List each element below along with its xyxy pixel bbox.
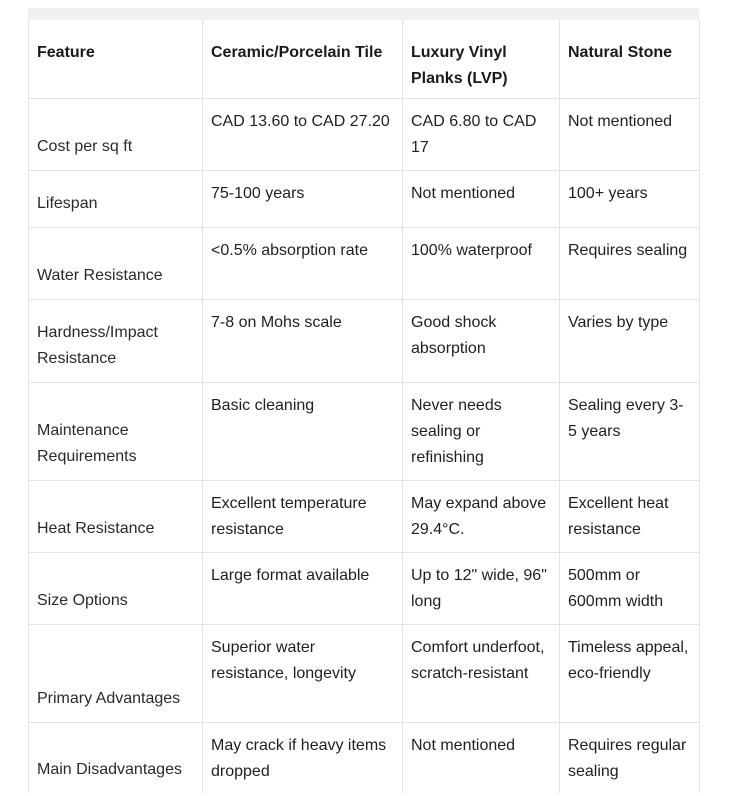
cell-stone: Requires regular sealing <box>560 723 700 794</box>
cell-ceramic: 7-8 on Mohs scale <box>203 300 403 383</box>
cell-ceramic: Superior water resistance, longevity <box>203 625 403 723</box>
table-row <box>29 300 700 383</box>
row-feature: Size Options <box>29 553 203 625</box>
cell-ceramic: Large format available <box>203 553 403 625</box>
header-ceramic: Ceramic/Porcelain Tile <box>203 20 403 99</box>
cell-ceramic: May crack if heavy items dropped <box>203 723 403 794</box>
table-row <box>29 723 700 794</box>
cell-lvp: Not mentioned <box>403 723 560 794</box>
cell-lvp: 100% waterproof <box>403 228 560 300</box>
comparison-table <box>28 20 700 793</box>
table-row <box>29 625 700 723</box>
cell-stone: Requires sealing <box>560 228 700 300</box>
table-header-row <box>29 20 700 99</box>
cell-ceramic: CAD 13.60 to CAD 27.20 <box>203 99 403 171</box>
cell-lvp: Comfort underfoot, scratch-resistant <box>403 625 560 723</box>
header-lvp: Luxury Vinyl Planks (LVP) <box>403 20 560 99</box>
row-feature: Primary Advantages <box>29 625 203 723</box>
cell-lvp: May expand above 29.4°C. <box>403 481 560 553</box>
table-top-edge <box>28 8 699 20</box>
cell-stone: 100+ years <box>560 171 700 228</box>
cell-stone: Varies by type <box>560 300 700 383</box>
cell-lvp: Good shock absorption <box>403 300 560 383</box>
cell-lvp: CAD 6.80 to CAD 17 <box>403 99 560 171</box>
header-feature: Feature <box>29 20 203 99</box>
row-feature: Hardness/Impact Resistance <box>29 300 203 383</box>
table-row <box>29 99 700 171</box>
cell-lvp: Not mentioned <box>403 171 560 228</box>
row-feature: Maintenance Requirements <box>29 383 203 481</box>
table-row <box>29 481 700 553</box>
cell-ceramic: 75-100 years <box>203 171 403 228</box>
cell-stone: Timeless appeal, eco-friendly <box>560 625 700 723</box>
row-feature: Heat Resistance <box>29 481 203 553</box>
cell-stone: Sealing every 3-5 years <box>560 383 700 481</box>
cell-stone: Not mentioned <box>560 99 700 171</box>
table-row <box>29 383 700 481</box>
cell-ceramic: Excellent temperature resistance <box>203 481 403 553</box>
cell-lvp: Up to 12" wide, 96" long <box>403 553 560 625</box>
row-feature: Cost per sq ft <box>29 99 203 171</box>
table-row <box>29 553 700 625</box>
row-feature: Lifespan <box>29 171 203 228</box>
table-row <box>29 171 700 228</box>
row-feature: Main Disadvantages <box>29 723 203 794</box>
header-stone: Natural Stone <box>560 20 700 99</box>
row-feature: Water Resistance <box>29 228 203 300</box>
cell-lvp: Never needs sealing or refinishing <box>403 383 560 481</box>
cell-stone: 500mm or 600mm width <box>560 553 700 625</box>
table-row <box>29 228 700 300</box>
cell-ceramic: <0.5% absorption rate <box>203 228 403 300</box>
cell-stone: Excellent heat resistance <box>560 481 700 553</box>
cell-ceramic: Basic cleaning <box>203 383 403 481</box>
